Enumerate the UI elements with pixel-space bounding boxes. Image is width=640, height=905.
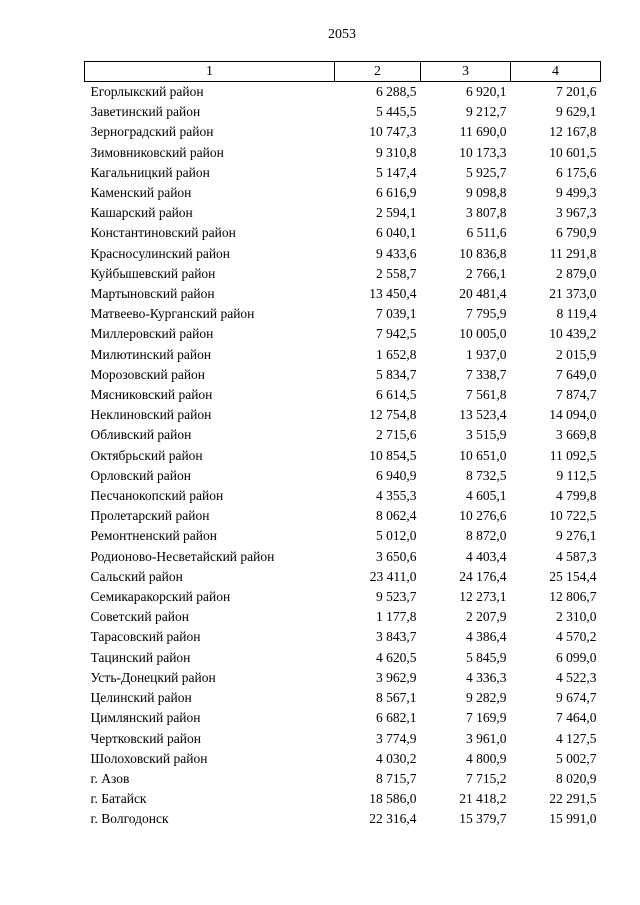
table-row	[85, 526, 601, 546]
value-col3-cell: 3 961,0	[466, 730, 507, 746]
district-name-cell: Кагальницкий район	[90, 164, 210, 180]
column-header-4: 4	[511, 62, 601, 82]
value-col2-cell: 12 754,8	[369, 407, 417, 423]
table-row	[85, 183, 601, 203]
district-name-cell: Милютинский район	[90, 346, 212, 362]
value-col2-cell: 5 834,7	[376, 366, 417, 382]
value-col4-cell: 21 373,0	[549, 286, 597, 302]
value-col2-cell: 4 030,2	[376, 750, 417, 766]
value-col3-cell: 4 605,1	[466, 488, 507, 504]
value-col4-cell: 10 601,5	[549, 144, 597, 160]
value-col3-cell: 2 766,1	[466, 265, 507, 281]
value-col4-cell: 8 119,4	[556, 306, 597, 322]
value-col4-cell: 7 201,6	[556, 84, 597, 99]
value-col2-cell: 13 450,4	[369, 286, 417, 302]
value-col4-cell: 15 991,0	[549, 811, 597, 827]
district-name-cell: Каменский район	[90, 185, 192, 201]
value-col2-cell: 1 177,8	[376, 609, 417, 625]
district-name-cell: Куйбышевский район	[90, 265, 216, 281]
value-col3-cell: 4 386,4	[466, 629, 507, 645]
value-col2-cell: 8 567,1	[376, 690, 417, 706]
district-name-cell: Цимлянский район	[90, 710, 201, 726]
value-col2-cell: 3 774,9	[376, 730, 417, 746]
value-col4-cell: 11 291,8	[549, 245, 597, 261]
value-col3-cell: 21 418,2	[459, 791, 507, 807]
table-row	[85, 486, 601, 506]
district-name-cell: Заветинский район	[90, 104, 201, 120]
value-col4-cell: 10 722,5	[549, 508, 597, 524]
value-col2-cell: 2 715,6	[376, 427, 417, 443]
table-row	[85, 102, 601, 122]
value-col4-cell: 4 522,3	[556, 669, 597, 685]
value-col4-cell: 2 015,9	[556, 346, 597, 362]
column-header-2: 2	[335, 62, 421, 82]
value-col2-cell: 3 843,7	[376, 629, 417, 645]
table-row	[85, 324, 601, 344]
value-col3-cell: 10 276,6	[459, 508, 507, 524]
value-col2-cell: 3 962,9	[376, 669, 417, 685]
table-row	[85, 607, 601, 627]
district-name-cell: Советский район	[90, 609, 189, 625]
district-name-cell: Тацинский район	[90, 649, 191, 665]
table-row	[85, 567, 601, 587]
value-col4-cell: 4 799,8	[556, 488, 597, 504]
value-col2-cell: 5 012,0	[376, 528, 417, 544]
value-col2-cell: 2 558,7	[376, 265, 417, 281]
district-name-cell: Обливский район	[90, 427, 192, 443]
table-row	[85, 466, 601, 486]
table-row	[85, 203, 601, 223]
value-col3-cell: 4 800,9	[466, 750, 507, 766]
district-name-cell: Морозовский район	[90, 366, 206, 382]
district-name-cell: Октябрьский район	[90, 447, 203, 463]
district-name-cell: Кашарский район	[90, 205, 193, 221]
table-row	[85, 506, 601, 526]
district-name-cell: Зерноградский район	[90, 124, 214, 140]
table-row	[85, 304, 601, 324]
value-col4-cell: 6 790,9	[556, 225, 597, 241]
table-row	[85, 809, 601, 829]
district-name-cell: Пролетарский район	[90, 508, 210, 524]
table-row	[85, 789, 601, 809]
district-name-cell: Шолоховский район	[90, 750, 208, 766]
table-row	[85, 547, 601, 567]
table-row	[85, 708, 601, 728]
value-col2-cell: 2 594,1	[376, 205, 417, 221]
value-col3-cell: 6 511,6	[466, 225, 507, 241]
value-col4-cell: 5 002,7	[556, 750, 597, 766]
value-col4-cell: 7 874,7	[556, 387, 597, 403]
value-col2-cell: 5 147,4	[376, 164, 417, 180]
value-col4-cell: 7 649,0	[556, 366, 597, 382]
page-number: 2053	[328, 27, 356, 42]
value-col2-cell: 6 614,5	[376, 387, 417, 403]
value-col3-cell: 7 795,9	[466, 306, 507, 322]
table-row	[85, 264, 601, 284]
value-col3-cell: 20 481,4	[459, 286, 507, 302]
table-row	[85, 143, 601, 163]
value-col4-cell: 4 127,5	[556, 730, 597, 746]
table-row	[85, 223, 601, 243]
value-col3-cell: 10 005,0	[459, 326, 507, 342]
table-row	[85, 122, 601, 142]
district-name-cell: Ремонтненский район	[90, 528, 217, 544]
district-name-cell: Орловский район	[90, 467, 191, 483]
value-col4-cell: 3 669,8	[556, 427, 597, 443]
value-col4-cell: 8 020,9	[556, 770, 597, 786]
value-col4-cell: 2 310,0	[556, 609, 597, 625]
table-row	[85, 668, 601, 688]
value-col3-cell: 9 212,7	[466, 104, 507, 120]
value-col3-cell: 5 845,9	[466, 649, 507, 665]
value-col2-cell: 8 062,4	[376, 508, 417, 524]
column-header-3: 3	[421, 62, 511, 82]
value-col4-cell: 6 099,0	[556, 649, 597, 665]
value-col2-cell: 9 523,7	[376, 589, 417, 605]
value-col4-cell: 9 629,1	[556, 104, 597, 120]
value-col2-cell: 4 620,5	[376, 649, 417, 665]
value-col4-cell: 7 464,0	[556, 710, 597, 726]
value-col2-cell: 3 650,6	[376, 548, 417, 564]
district-name-cell: Тарасовский район	[90, 629, 201, 645]
column-header-1: 1	[85, 62, 335, 82]
table-row	[85, 365, 601, 385]
value-col3-cell: 10 651,0	[459, 447, 507, 463]
value-col2-cell: 10 747,3	[369, 124, 417, 140]
value-col2-cell: 6 616,9	[376, 185, 417, 201]
value-col3-cell: 7 338,7	[466, 366, 507, 382]
value-col4-cell: 10 439,2	[549, 326, 597, 342]
value-col3-cell: 4 336,3	[466, 669, 507, 685]
table-row	[85, 627, 601, 647]
value-col3-cell: 3 515,9	[466, 427, 507, 443]
district-name-cell: г. Батайск	[90, 791, 147, 807]
value-col4-cell: 9 276,1	[556, 528, 597, 544]
value-col2-cell: 6 940,9	[376, 467, 417, 483]
table-row	[85, 345, 601, 365]
district-name-cell: г. Азов	[90, 770, 130, 786]
district-name-cell: г. Волгодонск	[90, 811, 169, 827]
value-col4-cell: 25 154,4	[549, 568, 597, 584]
value-col2-cell: 9 310,8	[376, 144, 417, 160]
table-row	[85, 284, 601, 304]
district-name-cell: Родионово-Несветайский район	[90, 548, 275, 564]
district-name-cell: Семикаракорский район	[90, 589, 231, 605]
table-header	[85, 62, 601, 82]
value-col4-cell: 11 092,5	[549, 447, 597, 463]
table-row	[85, 648, 601, 668]
value-col3-cell: 24 176,4	[459, 568, 507, 584]
value-col3-cell: 9 282,9	[466, 690, 507, 706]
table-row	[85, 587, 601, 607]
value-col3-cell: 12 273,1	[459, 589, 507, 605]
value-col2-cell: 9 433,6	[376, 245, 417, 261]
value-col3-cell: 5 925,7	[466, 164, 507, 180]
value-col2-cell: 18 586,0	[369, 791, 417, 807]
value-col4-cell: 12 167,8	[549, 124, 597, 140]
table-row	[85, 769, 601, 789]
value-col4-cell: 22 291,5	[549, 791, 597, 807]
district-name-cell: Константиновский район	[90, 225, 236, 241]
value-col3-cell: 6 920,1	[466, 84, 507, 99]
value-col2-cell: 5 445,5	[376, 104, 417, 120]
table-row	[85, 688, 601, 708]
value-col4-cell: 4 587,3	[556, 548, 597, 564]
table-row	[85, 446, 601, 466]
table-row	[85, 425, 601, 445]
table-row	[85, 405, 601, 425]
value-col2-cell: 23 411,0	[369, 568, 417, 584]
table-row	[85, 385, 601, 405]
value-col4-cell: 14 094,0	[549, 407, 597, 423]
value-col4-cell: 6 175,6	[556, 164, 597, 180]
value-col3-cell: 7 561,8	[466, 387, 507, 403]
value-col2-cell: 8 715,7	[376, 770, 417, 786]
table-row	[85, 749, 601, 769]
district-name-cell: Мясниковский район	[90, 387, 213, 403]
value-col4-cell: 4 570,2	[556, 629, 597, 645]
value-col2-cell: 6 682,1	[376, 710, 417, 726]
value-col4-cell: 3 967,3	[556, 205, 597, 221]
value-col4-cell: 2 879,0	[556, 265, 597, 281]
district-name-cell: Песчанокопский район	[90, 488, 224, 504]
value-col3-cell: 4 403,4	[466, 548, 507, 564]
value-col3-cell: 8 732,5	[466, 467, 507, 483]
value-col3-cell: 8 872,0	[466, 528, 507, 544]
district-name-cell: Усть-Донецкий район	[90, 669, 216, 685]
value-col4-cell: 9 674,7	[556, 690, 597, 706]
value-col2-cell: 10 854,5	[369, 447, 417, 463]
district-name-cell: Мартыновский район	[90, 286, 215, 302]
value-col2-cell: 6 040,1	[376, 225, 417, 241]
value-col4-cell: 9 499,3	[556, 185, 597, 201]
table-row	[85, 82, 601, 103]
value-col3-cell: 10 173,3	[459, 144, 507, 160]
value-col3-cell: 15 379,7	[459, 811, 507, 827]
value-col3-cell: 11 690,0	[459, 124, 507, 140]
value-col2-cell: 7 942,5	[376, 326, 417, 342]
district-name-cell: Миллеровский район	[90, 326, 214, 342]
value-col3-cell: 9 098,8	[466, 185, 507, 201]
district-name-cell: Матвеево-Курганский район	[90, 306, 255, 322]
data-table	[84, 61, 601, 830]
table-row	[85, 163, 601, 183]
value-col3-cell: 2 207,9	[466, 609, 507, 625]
value-col2-cell: 1 652,8	[376, 346, 417, 362]
header-row	[85, 62, 601, 82]
value-col2-cell: 4 355,3	[376, 488, 417, 504]
district-name-cell: Неклиновский район	[90, 407, 212, 423]
value-col3-cell: 3 807,8	[466, 205, 507, 221]
value-col3-cell: 7 169,9	[466, 710, 507, 726]
district-name-cell: Сальский район	[90, 568, 183, 584]
value-col4-cell: 9 112,5	[556, 467, 597, 483]
value-col3-cell: 13 523,4	[459, 407, 507, 423]
district-name-cell: Красносулинский район	[90, 245, 231, 261]
table-row	[85, 244, 601, 264]
value-col3-cell: 7 715,2	[466, 770, 507, 786]
district-name-cell: Егорлыкский район	[90, 84, 204, 99]
value-col3-cell: 1 937,0	[466, 346, 507, 362]
table-body	[85, 82, 601, 830]
value-col2-cell: 6 288,5	[376, 84, 417, 99]
district-name-cell: Зимовниковский район	[90, 144, 224, 160]
value-col2-cell: 7 039,1	[376, 306, 417, 322]
value-col3-cell: 10 836,8	[459, 245, 507, 261]
table-row	[85, 729, 601, 749]
value-col2-cell: 22 316,4	[369, 811, 417, 827]
district-name-cell: Целинский район	[90, 690, 192, 706]
district-name-cell: Чертковский район	[90, 730, 201, 746]
value-col4-cell: 12 806,7	[549, 589, 597, 605]
